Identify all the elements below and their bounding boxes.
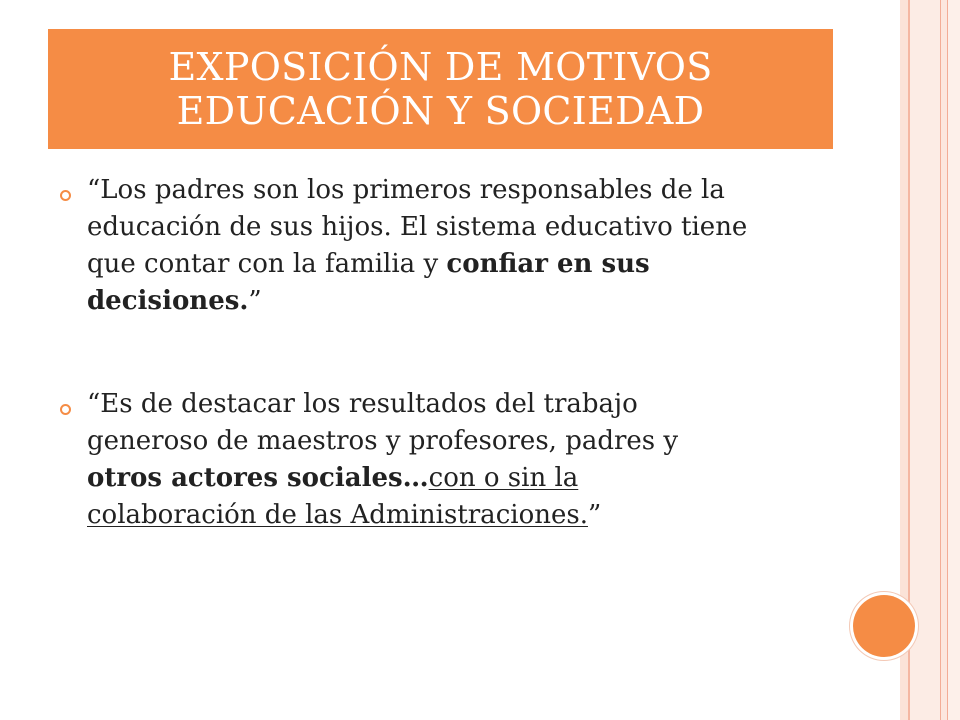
stripe <box>910 0 940 720</box>
bullet-text: “Los padres son los primeros responsables de la educación de sus hijos. El sistema educativo tiene que contar con la familia y <box>87 175 748 279</box>
bullet-closing-quote: ” <box>587 500 602 530</box>
bullet-bold-text: confiar en sus decisiones. <box>87 249 650 316</box>
bullet-bold-text: otros actores sociales… <box>87 463 429 493</box>
bullet-closing-quote: ” <box>248 286 262 316</box>
bullet-text: “Es de destacar los resultados del trabajo generoso de maestros y profesores, padres y <box>87 389 679 456</box>
bullet-underlined-text: con o sin la colaboración de las Administraciones. <box>87 463 588 530</box>
bullet-item <box>60 386 750 534</box>
bullet-item <box>60 172 750 320</box>
slide-title <box>48 29 833 149</box>
slide-body <box>60 172 750 534</box>
orange-circle-icon <box>853 595 915 657</box>
title-line-1: EXPOSICIÓN DE MOTIVOS <box>168 45 713 89</box>
hollow-circle-bullet-icon <box>60 190 71 201</box>
stripe <box>948 0 960 720</box>
hollow-circle-bullet-icon <box>60 404 71 415</box>
title-line-2: EDUCACIÓN Y SOCIEDAD <box>176 89 705 133</box>
